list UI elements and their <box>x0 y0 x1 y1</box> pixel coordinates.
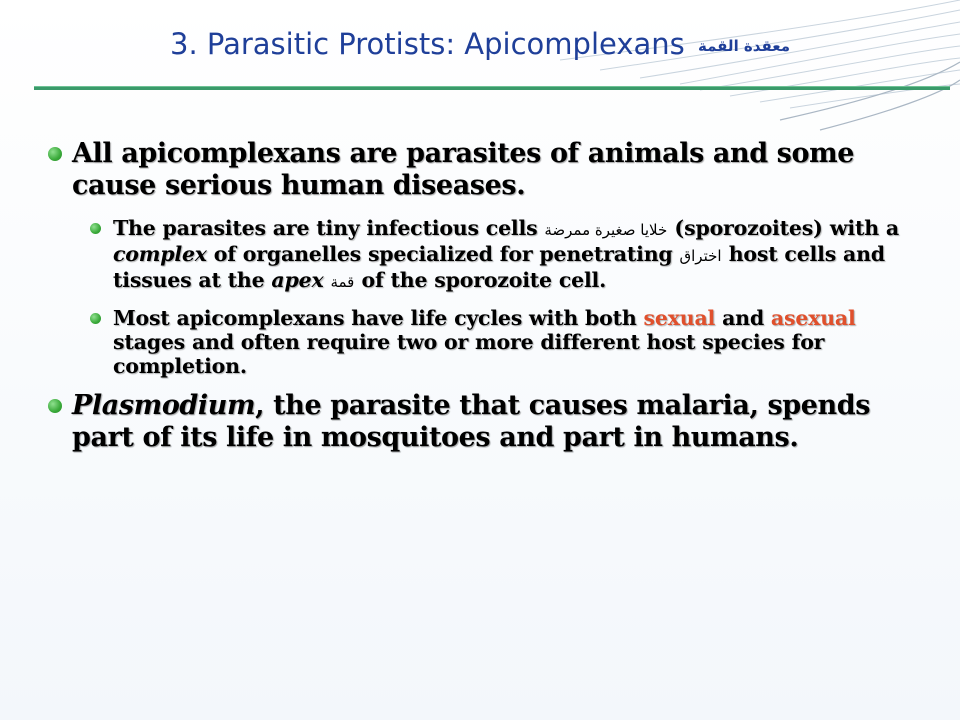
bullet-apicomplexans-parasites <box>48 138 908 202</box>
sub-bullet-life-cycles <box>90 306 908 378</box>
slide-title-text: 3. Parasitic Protists: Apicomplexans <box>170 27 685 61</box>
arabic-term: قمة <box>330 273 355 291</box>
italic-term: apex <box>271 268 324 292</box>
sub-bullet-text: of the sporozoite cell. <box>361 268 607 292</box>
slide-title <box>0 22 960 68</box>
sub-bullet-text: The parasites are tiny infectious cells <box>113 216 538 240</box>
bullet-plasmodium <box>48 390 908 454</box>
slide-content <box>48 138 908 468</box>
arabic-term: اختراق <box>679 247 722 265</box>
sub-bullet-text: and <box>722 306 764 330</box>
sub-bullet-text: (sporozoites) with a <box>674 216 899 240</box>
arabic-term: خلايا صغيرة ممرضة <box>544 221 668 239</box>
sub-bullet-sporozoites <box>90 216 908 294</box>
highlight-term: sexual <box>643 306 716 330</box>
bullet-text: All apicomplexans are parasites of animals and some cause serious human diseases. <box>72 138 855 201</box>
green-bullet-icon <box>48 399 62 413</box>
green-bullet-icon <box>90 223 101 234</box>
slide-title-arabic: معقدة القمة <box>697 37 790 55</box>
sub-bullet-text: stages and often require two or more different host species for completion. <box>113 330 825 378</box>
green-bullet-icon <box>48 147 62 161</box>
highlight-term: asexual <box>770 306 856 330</box>
italic-term: Plasmodium <box>72 390 256 421</box>
sub-bullet-text: host cells and tissues at the <box>113 242 885 292</box>
sub-bullet-text: Most apicomplexans have life cycles with both <box>113 306 637 330</box>
green-bullet-icon <box>90 313 101 324</box>
title-underline-rule <box>34 86 950 90</box>
italic-term: complex <box>113 242 207 266</box>
sub-bullet-text: of organelles specialized for penetrating <box>213 242 673 266</box>
bullet-text: , the parasite that causes malaria, spends part of its life in mosquitoes and part in humans. <box>72 390 871 453</box>
decorative-swoosh-lines <box>0 0 960 140</box>
